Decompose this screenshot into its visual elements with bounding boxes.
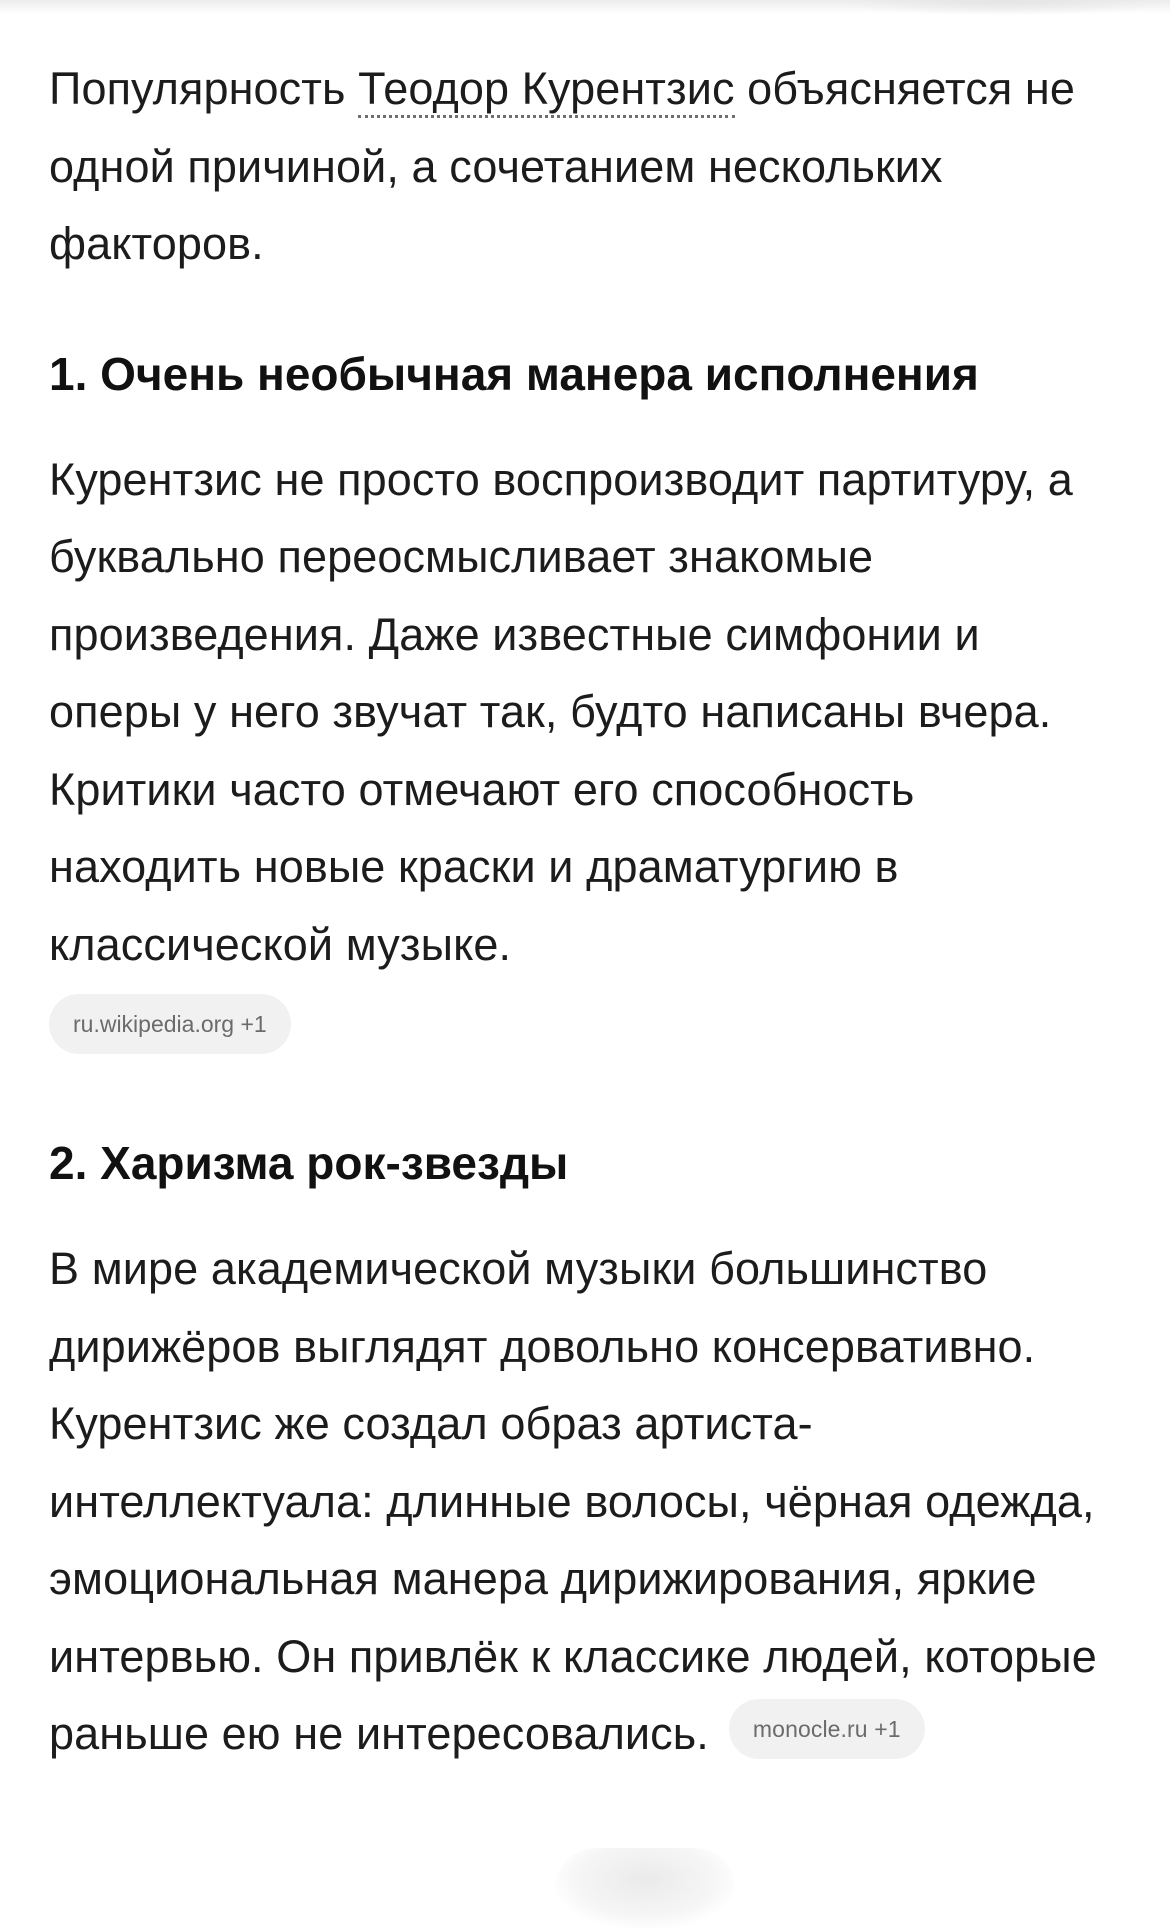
entity-link-kurentzis[interactable]: Теодор Курентзис [358, 63, 734, 118]
section-body-2-text: В мире академической музыки большинство дирижёров выглядят довольно консервативно. Курентзис же создал образ артиста-интеллектуала: длинные волосы, чёрная одежда, эмоциональная манера дирижирования, яркие интервью. Он привлёк к классике людей, которые раньше ею не интересовались. [49, 1243, 1097, 1759]
section-heading-1: 1. Очень необычная манера исполнения [49, 347, 979, 400]
intro-paragraph [49, 50, 1159, 283]
source-chip-wikipedia[interactable]: ru.wikipedia.org +1 [49, 994, 291, 1054]
intro-text-before: Популярность [49, 63, 359, 114]
intro-text-after: объясняется не одной причиной, а сочетанием нескольких факторов. [49, 63, 1075, 269]
section-body-1: Курентзис не просто воспроизводит партитуру, а буквально переосмысливает знакомые произведения. Даже известные симфонии и оперы у него звучат так, будто написаны вчера. Критики часто отмечают его способность находить новые краски и драматургию в классической музыке. [49, 453, 1073, 970]
section-body-2 [49, 1230, 1129, 1773]
source-row-1 [49, 994, 1159, 1054]
section-heading-2: 2. Харизма рок-звезды [49, 1137, 569, 1189]
bottom-floating-button-shadow [555, 1848, 735, 1928]
answer-content [49, 50, 1159, 1773]
top-right-shadow [840, 0, 1170, 16]
source-chip-monocle[interactable]: monocle.ru +1 [729, 1699, 925, 1759]
